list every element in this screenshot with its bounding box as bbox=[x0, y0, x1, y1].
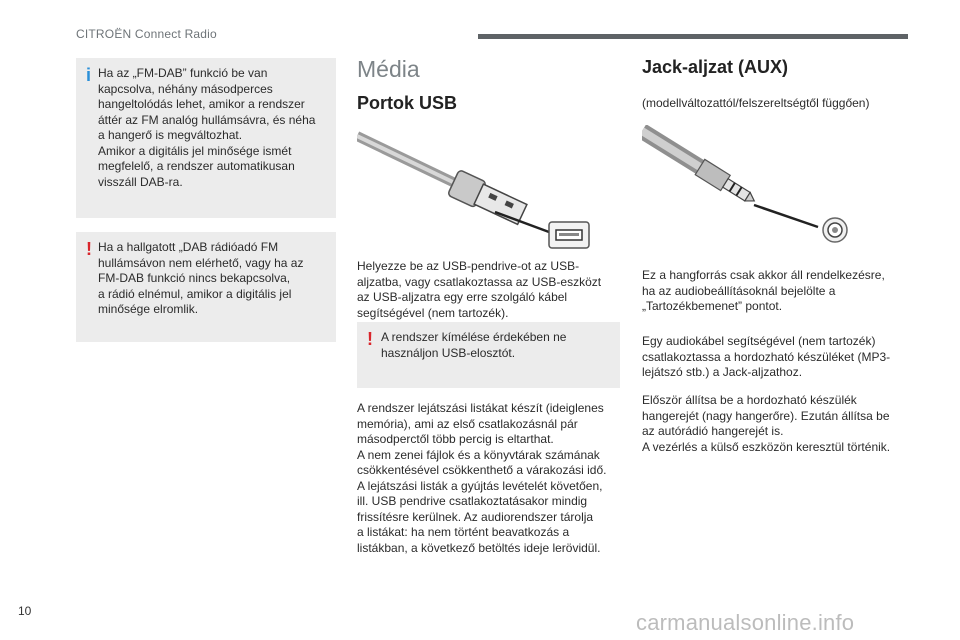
jack-plug-illustration bbox=[642, 125, 862, 245]
warning-note-text: A rendszer kímélése érdekében ne használjon USB-elosztót. bbox=[381, 330, 567, 360]
playlist-text: A rendszer lejátszási listákat készít (ideiglenes memória), ami az első csatlakozásnál pár másodperctől több percig is eltarthat. A nem zenei fájlok és a könyvtárak számának csökkentésével csökkenthető a várakozási idő. A lejátszási listák a gyújtás levételét követően, ill. USB pendrive csatlakoztatásakor mindig frissítésre kerülnek. Az audiorendszer tárolja a listákat: ha nem történt beavatkozás a listákban, a következő betöltés ideje lerövidül. bbox=[357, 401, 607, 555]
aux-paragraph-2: Egy audiokábel segítségével (nem tartozék) csatlakoztassa a hordozható készüléket (MP3- lejátszó stb.) a Jack-aljzathoz. bbox=[642, 334, 891, 379]
warning-note-text: Ha a hallgatott „DAB rádióadó FM hullámsávon nem elérhető, vagy ha az FM-DAB funkció nincs bekapcsolva, a rádió elnémul, amikor a digitális jel minősége elromlik. bbox=[98, 240, 304, 316]
page-number: 10 bbox=[18, 604, 32, 618]
usb-plug-illustration bbox=[357, 128, 597, 253]
jack-plug-icon bbox=[695, 159, 759, 208]
watermark: carmanualsonline.info bbox=[636, 610, 855, 635]
header-bar bbox=[478, 34, 908, 39]
aux-heading: Jack-aljzat (AUX) bbox=[642, 57, 789, 77]
usb-port-icon bbox=[549, 222, 589, 248]
info-note-text: Ha az „FM-DAB” funkció be van kapcsolva, néhány másodperces hangeltolódás lehet, amikor a rendszer áttér az FM analóg hullámsávra, és néha a hangerő is megváltozhat. Amikor a digitális jel minősége ismét megfelelő, a rendszer automatikusan visszáll DAB-ra. bbox=[98, 66, 316, 189]
warning-note-dab bbox=[76, 232, 336, 342]
jack-cable bbox=[642, 131, 700, 167]
warning-icon: ! bbox=[86, 239, 92, 259]
aux-paragraph-1: Ez a hangforrás csak akkor áll rendelkezésre, ha az audiobeállításoknál bejelölte a „Tartozékbemenet” pontot. bbox=[642, 268, 885, 313]
aux-availability-note: (modellváltozattól/felszereltségtől függően) bbox=[642, 96, 870, 110]
usb-heading: Portok USB bbox=[357, 93, 458, 113]
info-icon: i bbox=[86, 65, 92, 85]
warning-icon: ! bbox=[367, 329, 373, 349]
info-note-fm-dab bbox=[76, 58, 336, 218]
usb-intro-text: Helyezze be az USB-pendrive-ot az USB- aljzatba, vagy csatlakoztassa az USB-eszközt az USB-aljzatra egy erre szolgáló kábel segítségével (nem tartozék). bbox=[357, 259, 602, 320]
section-title: Média bbox=[357, 56, 420, 82]
usb-cable bbox=[357, 136, 457, 184]
jack-socket-icon bbox=[823, 218, 847, 242]
warning-note-usb-hub bbox=[357, 322, 620, 388]
aux-paragraph-3: Először állítsa be a hordozható készülék hangerejét (nagy hangerőre). Ezután állítsa be az autórádió hangerejét is. A vezérlés a külső eszközön keresztül történik. bbox=[642, 393, 891, 454]
document-header-title: CITROËN Connect Radio bbox=[76, 27, 217, 41]
